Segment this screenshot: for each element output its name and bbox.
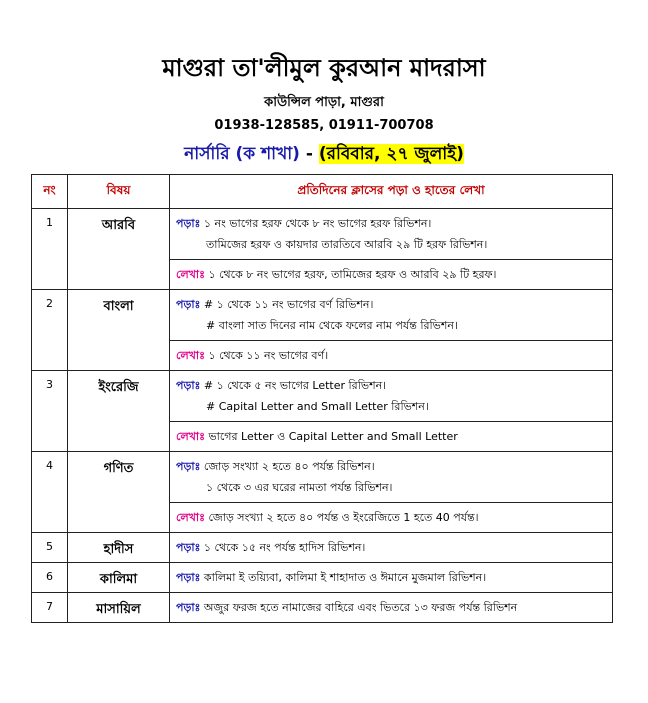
row-number: 7 <box>32 593 68 623</box>
read-label: পড়াঃ <box>176 298 201 311</box>
row-number: 1 <box>32 209 68 290</box>
address: কাউন্সিল পাড়া, মাগুরা <box>264 95 384 110</box>
read-label: পড়াঃ <box>176 571 201 584</box>
write-line: ভাগের Letter ও Capital Letter and Small Letter <box>208 430 458 443</box>
row-number: 2 <box>32 290 68 371</box>
class-heading <box>0 141 648 169</box>
read-line: # ১ থেকে ১১ নং ভাগের বর্ণ রিভিশন। <box>203 298 374 311</box>
read-line: ১ থেকে ১৫ নং পর্যন্ত হাদিস রিভিশন। <box>203 541 366 554</box>
read-label: পড়াঃ <box>176 379 201 392</box>
read-line: অজুর ফরজ হতে নামাজের বাহিরে এবং ভিতরে ১৩ ফরজ পর্যন্ত রিভিশন <box>203 601 518 614</box>
write-line: ১ থেকে ১১ নং ভাগের বর্ণ। <box>208 349 329 362</box>
row-number: 3 <box>32 371 68 452</box>
read-label: পড়াঃ <box>176 541 201 554</box>
read-line: ১ থেকে ৩ এর ঘরের নামতা পর্যন্ত রিভিশন। <box>206 481 393 494</box>
table-row <box>32 452 613 503</box>
write-label: লেখাঃ <box>176 268 205 281</box>
header-num: নং <box>32 175 68 209</box>
table-header-row <box>32 175 613 209</box>
read-line: কালিমা ই তয়্যিবা, কালিমা ই শাহাদাত ও ঈমানে মুজমাল রিভিশন। <box>203 571 487 584</box>
class-name: নার্সারি (ক শাখা) <box>184 144 300 164</box>
read-cell <box>170 563 613 593</box>
read-line: # ১ থেকে ৫ নং ভাগের Letter রিভিশন। <box>203 379 387 392</box>
write-cell <box>170 341 613 371</box>
read-line: তামিজের হরফ ও কায়দার তারতিবে আরবি ২৯ টি হরফ রিভিশন। <box>206 238 488 251</box>
write-line: জোড় সংখ্যা ২ হতে ৪০ পর্যন্ত ও ইংরেজিতে 1 হতে 40 পর্যন্ত। <box>208 511 479 524</box>
write-label: লেখাঃ <box>176 511 205 524</box>
row-subject: গণিত <box>68 452 170 533</box>
read-cell <box>170 290 613 341</box>
table-row <box>32 371 613 422</box>
row-number: 6 <box>32 563 68 593</box>
table-row <box>32 533 613 563</box>
write-cell <box>170 422 613 452</box>
row-subject: ইংরেজি <box>68 371 170 452</box>
read-cell <box>170 209 613 260</box>
header-lesson: প্রতিদিনের ক্লাসের পড়া ও হাতের লেখা <box>170 175 613 209</box>
read-line: # Capital Letter and Small Letter রিভিশন। <box>206 400 429 413</box>
row-subject: হাদীস <box>68 533 170 563</box>
separator: - <box>299 144 319 164</box>
row-subject: কালিমা <box>68 563 170 593</box>
read-line: ১ নং ভাগের হরফ থেকে ৮ নং ভাগের হরফ রিভিশন। <box>203 217 432 230</box>
table-row <box>32 290 613 341</box>
read-label: পড়াঃ <box>176 601 201 614</box>
write-cell <box>170 503 613 533</box>
table-row <box>32 209 613 260</box>
read-label: পড়াঃ <box>176 217 201 230</box>
read-cell <box>170 593 613 623</box>
read-line: জোড় সংখ্যা ২ হতে ৪০ পর্যন্ত রিভিশন। <box>203 460 375 473</box>
read-label: পড়াঃ <box>176 460 201 473</box>
page-title: মাগুরা তা'লীমুল কুরআন মাদরাসা <box>162 54 486 82</box>
read-cell <box>170 533 613 563</box>
phone-numbers: 01938-128585, 01911-700708 <box>214 118 434 133</box>
row-subject: আরবি <box>68 209 170 290</box>
lesson-table <box>31 174 613 623</box>
row-subject: বাংলা <box>68 290 170 371</box>
table-row <box>32 563 613 593</box>
row-number: 5 <box>32 533 68 563</box>
write-label: লেখাঃ <box>176 349 205 362</box>
row-subject: মাসায়িল <box>68 593 170 623</box>
read-line: # বাংলা সাত দিনের নাম থেকে ফলের নাম পর্যন্ত রিভিশন। <box>206 319 458 332</box>
header-subject: বিষয় <box>68 175 170 209</box>
write-label: লেখাঃ <box>176 430 205 443</box>
table-row <box>32 593 613 623</box>
read-cell <box>170 371 613 422</box>
write-cell <box>170 260 613 290</box>
read-cell <box>170 452 613 503</box>
write-line: ১ থেকে ৮ নং ভাগের হরফ, তামিজের হরফ ও আরবি ২৯ টি হরফ। <box>208 268 497 281</box>
row-number: 4 <box>32 452 68 533</box>
date-highlight: (রবিবার, ২৭ জুলাই) <box>318 144 464 164</box>
